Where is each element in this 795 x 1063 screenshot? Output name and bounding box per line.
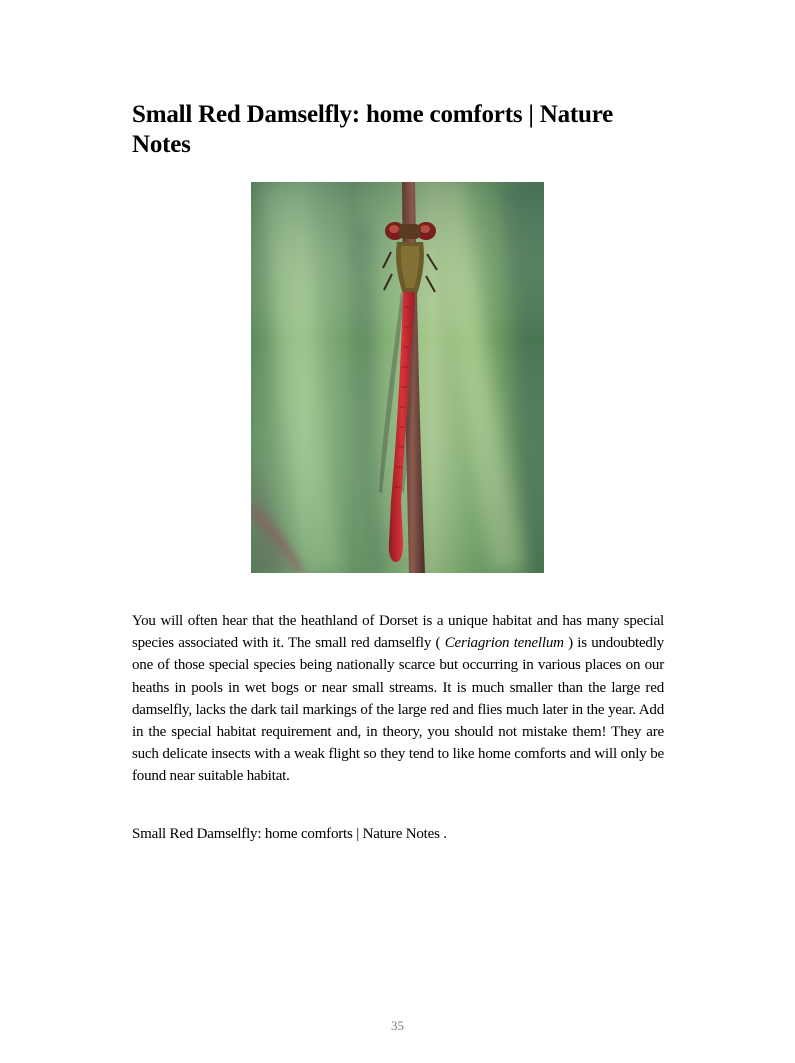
article-body [132,610,664,788]
source-link[interactable]: Small Red Damselfly: home comforts | Nature Notes . [132,826,447,842]
page-title: Small Red Damselfly: home comforts | Nature Notes [132,101,614,158]
species-latin-name: Ceriagrion tenellum [444,635,564,652]
article-body-intro: You will often hear that the heathland of Dorset is a unique habitat and has many special species associated with it. The small red damselfly ( [132,613,664,652]
page-number: 35 [391,1018,404,1033]
damselfly-photo [251,182,544,573]
article-body-rest: ) is undoubtedly one of those special species being nationally scarce but occurring in various places on our heaths in pools in wet bogs or near small streams. It is much smaller than the large red damselfly, lacks the dark tail markings of the large red and flies much later in the year. Add in the special habitat requirement and, in theory, you should not mistake them! They are such delicate insects with a weak flight so they tend to like home comforts and will only be found near suitable habitat. [132,635,664,785]
